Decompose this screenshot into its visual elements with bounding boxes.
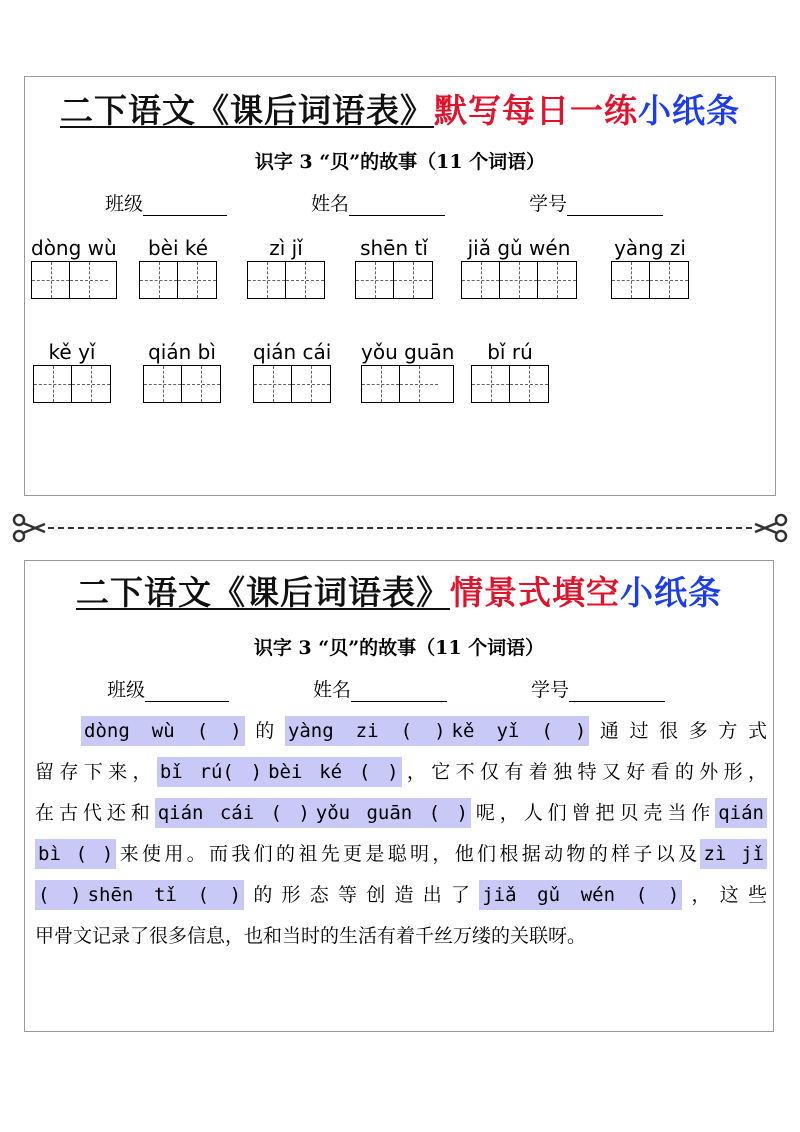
blank-dongwu[interactable]: dòng wù ( ) — [81, 716, 245, 746]
passage-line — [35, 916, 767, 957]
name-label: 姓名 — [311, 193, 350, 215]
card-title — [25, 573, 773, 613]
pinyin: zì jǐ — [269, 236, 303, 260]
pinyin: dòng wù — [31, 236, 117, 260]
pinyin: jiǎ gǔ wén — [467, 236, 571, 260]
class-label: 班级 — [107, 679, 146, 701]
subtitle: 识字 3 “贝”的故事（11 个词语） — [253, 637, 545, 659]
class-field[interactable] — [107, 675, 229, 702]
word-yougan[interactable] — [361, 339, 454, 403]
pinyin: shēn tǐ — [360, 236, 428, 260]
blank-qianbi-part2[interactable]: bì ( ) — [35, 839, 116, 869]
blank-ziji-part2[interactable]: ( ) — [35, 880, 85, 910]
word-dongwu[interactable] — [31, 235, 117, 299]
word-yangzi[interactable] — [611, 235, 689, 299]
subtitle: 识字 3 “贝”的故事（11 个词语） — [254, 151, 546, 173]
word-shenti[interactable] — [355, 235, 433, 299]
dictation-card — [24, 76, 776, 496]
class-label: 班级 — [105, 193, 144, 215]
number-field[interactable] — [529, 189, 663, 216]
blank-keyi[interactable]: kě yǐ ( ) — [449, 716, 590, 746]
card-title — [25, 91, 775, 131]
pinyin: yǒu guān — [361, 340, 455, 364]
text: 的形态等创造出了 — [244, 884, 480, 906]
word-qianbi[interactable] — [143, 339, 221, 403]
text: 来使用。而我们的祖先更是聪明，他们根据动物的样子以及 — [116, 843, 701, 865]
title-red: 情景式填空 — [450, 573, 620, 612]
blank-shenti[interactable]: shēn tǐ ( ) — [85, 880, 245, 910]
blank-ziji-part1[interactable]: zì jǐ — [700, 839, 767, 869]
name-field[interactable] — [311, 189, 445, 216]
blank-biru[interactable]: bǐ rú( ) — [157, 757, 265, 787]
blank-jiaguwen[interactable]: jiǎ gǔ wén ( ) — [479, 880, 682, 910]
passage-line — [35, 711, 767, 752]
name-label: 姓名 — [313, 679, 352, 701]
writing-grid[interactable] — [31, 261, 117, 299]
word-qiancai[interactable] — [253, 339, 331, 403]
writing-grid[interactable] — [471, 365, 549, 403]
title-blue: 小纸条 — [638, 91, 740, 130]
title-red: 默写每日一练 — [434, 91, 638, 130]
number-field[interactable] — [531, 675, 665, 702]
writing-grid[interactable] — [253, 365, 331, 403]
writing-grid[interactable] — [461, 261, 577, 299]
title-main: 二下语文《课后词语表》 — [60, 91, 434, 130]
writing-grid[interactable] — [33, 365, 111, 403]
pinyin: bèi ké — [147, 236, 209, 260]
story-passage — [35, 711, 767, 957]
pinyin: kě yǐ — [48, 340, 96, 364]
writing-grid[interactable] — [611, 261, 689, 299]
fill-in-card — [24, 560, 774, 1032]
passage-line — [35, 875, 767, 916]
dashed-line — [48, 527, 752, 529]
number-label: 学号 — [529, 193, 568, 215]
blank-beike[interactable]: bèi ké ( ) — [265, 757, 401, 787]
text: 的 — [244, 720, 285, 742]
blank-qianbi-part1[interactable]: qián — [715, 798, 767, 828]
text: ，它不仅有着独特又好看的外形， — [401, 761, 768, 783]
writing-grid[interactable] — [247, 261, 325, 299]
text: ，这些 — [682, 884, 767, 906]
writing-grid[interactable] — [139, 261, 217, 299]
writing-grid[interactable] — [143, 365, 221, 403]
passage-line — [35, 834, 767, 875]
blank-qiancai[interactable]: qián cái ( ) — [155, 798, 313, 828]
scissors-icon — [754, 512, 788, 544]
title-main: 二下语文《课后词语表》 — [76, 573, 450, 612]
text: 留存下来， — [35, 761, 157, 783]
pinyin: qián bì — [148, 340, 216, 364]
blank-yangzi[interactable]: yàng zi ( ) — [285, 716, 449, 746]
word-beike[interactable] — [139, 235, 217, 299]
word-jiaguwen[interactable] — [461, 235, 577, 299]
text: 在古代还和 — [35, 802, 155, 824]
passage-line — [35, 752, 767, 793]
writing-grid[interactable] — [361, 365, 454, 403]
word-biru[interactable] — [471, 339, 549, 403]
cut-line — [12, 512, 788, 544]
pinyin: yàng zi — [614, 236, 686, 260]
pinyin: qián cái — [253, 340, 332, 364]
pinyin: bǐ rú — [487, 340, 533, 364]
text: 甲骨文记录了很多信息，也和当时的生活有着千丝万缕的关联呀。 — [35, 925, 587, 947]
blank-yougan[interactable]: yǒu guān ( ) — [313, 798, 471, 828]
number-label: 学号 — [531, 679, 570, 701]
passage-line — [35, 793, 767, 834]
class-field[interactable] — [105, 189, 227, 216]
title-blue: 小纸条 — [620, 573, 722, 612]
text: 呢，人们曾把贝壳当作 — [470, 802, 716, 824]
scissors-icon — [12, 512, 46, 544]
word-keyi[interactable] — [33, 339, 111, 403]
word-ziji[interactable] — [247, 235, 325, 299]
name-field[interactable] — [313, 675, 447, 702]
writing-grid[interactable] — [355, 261, 433, 299]
text: 通过很多方式 — [589, 720, 767, 742]
